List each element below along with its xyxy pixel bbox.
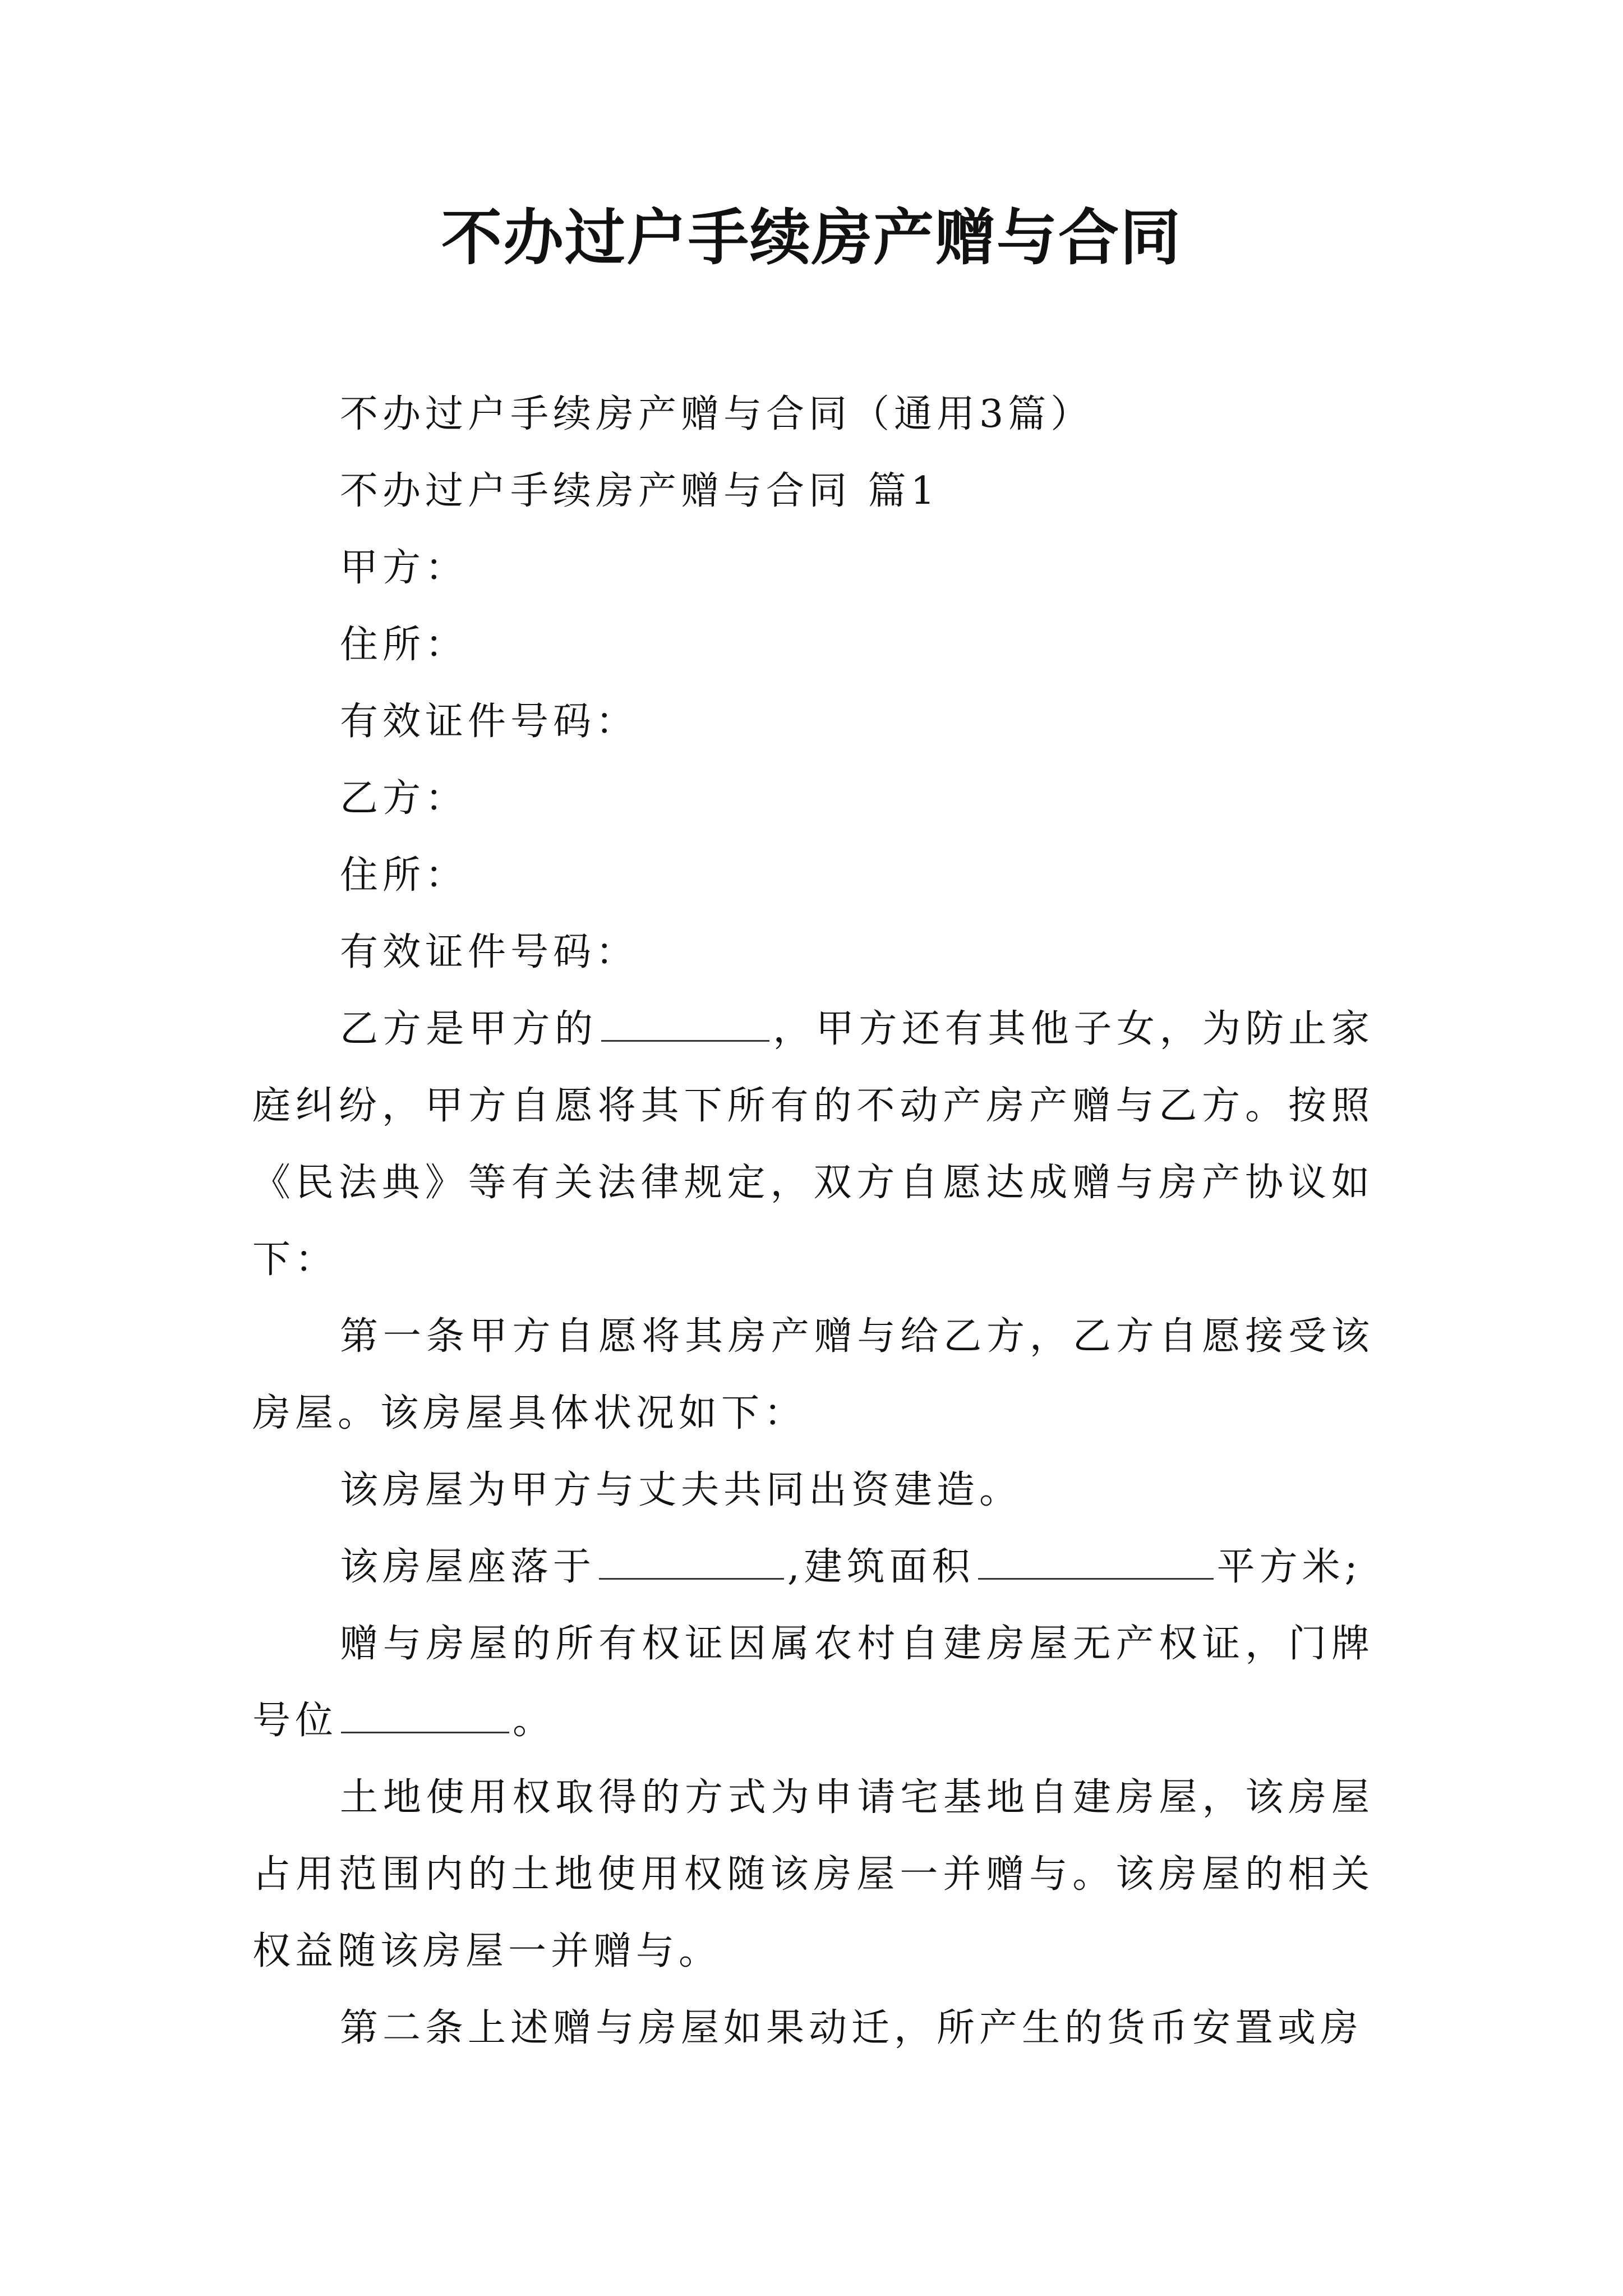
relationship-text-before: 乙方是甲方的 [340, 1007, 598, 1051]
paragraph-relationship [252, 991, 1374, 1298]
party-a-id-label: 有效证件号码： [340, 700, 639, 744]
location-text: 该房屋座落于 [340, 1545, 596, 1589]
paragraph-location [252, 1529, 1374, 1605]
party-b-address-label: 住所： [340, 853, 468, 898]
party-b-label: 乙方： [340, 776, 468, 821]
paragraph-land-use: 土地使用权取得的方式为申请宅基地自建房屋，该房屋占用范围内的土地使用权随该房屋一并赠与。该房屋的相关权益随该房屋一并赠与。 [252, 1775, 1374, 1973]
house-number-blank [341, 1698, 509, 1733]
area-blank [978, 1544, 1214, 1580]
ownership-text-end: 。 [513, 1699, 556, 1743]
paragraph-heading: 不办过户手续房产赠与合同（通用3篇） [340, 392, 1094, 436]
document-body [252, 376, 1374, 2067]
relationship-blank [601, 1006, 769, 1042]
paragraph-ownership [252, 1605, 1374, 1759]
area-unit-text: 平方米; [1216, 1545, 1362, 1589]
party-a-label: 甲方： [340, 546, 468, 590]
area-text: ,建筑面积 [787, 1545, 975, 1589]
article-one: 第一条甲方自愿将其房产赠与给乙方，乙方自愿接受该房屋。该房屋具体状况如下： [252, 1314, 1374, 1435]
paragraph-section-title: 不办过户手续房产赠与合同 篇1 [340, 469, 939, 513]
document-title: 不办过户手续房产赠与合同 [441, 203, 1182, 273]
article-two: 第二条上述赠与房屋如果动迁，所产生的货币安置或房 [340, 2006, 1363, 2050]
location-blank [599, 1544, 784, 1580]
relationship-text-after: ，甲方还有其他子女，为防止家庭纠纷，甲方自愿将其下所有的不动产房产赠与乙方。按照《民法典》等有关法律规定，双方自愿达成赠与房产协议如下： [252, 1007, 1374, 1282]
party-b-id-label: 有效证件号码： [340, 930, 639, 974]
ownership-text: 赠与房屋的所有权证因属农村自建房屋无产权证，门牌号位 [252, 1622, 1374, 1743]
paragraph-construction: 该房屋为甲方与丈夫共同出资建造。 [340, 1468, 1022, 1512]
party-a-address-label: 住所： [340, 623, 468, 667]
